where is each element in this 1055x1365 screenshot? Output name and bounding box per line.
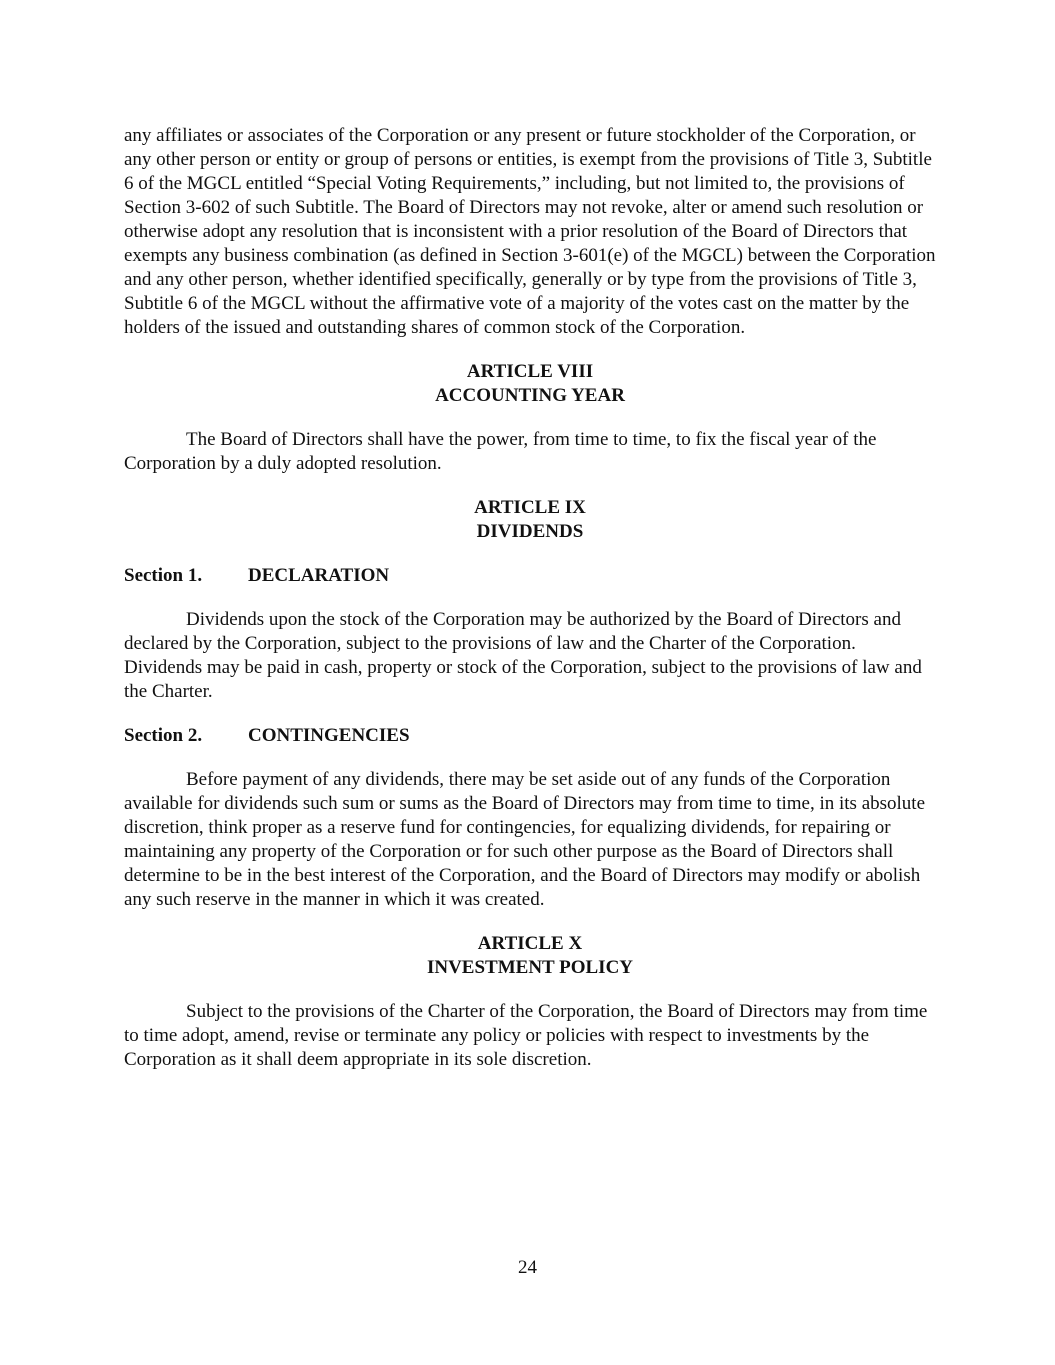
article-8-number: ARTICLE VIII [466, 361, 594, 382]
article-9-heading [124, 496, 936, 544]
document-page [124, 124, 936, 1072]
article-8-title: ACCOUNTING YEAR [435, 385, 625, 406]
section-2-body: Before payment of any dividends, there may be set aside out of any funds of the Corporation available for dividends such sum or sums as the Board of Directors may from time to time, in its absolute discretion, think proper as a reserve fund for contingencies, for equalizing dividends, for repairing or maintaining any property of the Corporation or for such other purpose as the Board of Directors shall determine to be in the best interest of the Corporation, and the Board of Directors may modify or abolish any such reserve in the manner in which it was created. [124, 769, 926, 910]
article-8-body: The Board of Directors shall have the power, from time to time, to fix the fiscal year of the Corporation by a duly adopted resolution. [124, 429, 877, 474]
article-9-number: ARTICLE IX [474, 497, 586, 518]
section-2-title: CONTINGENCIES [248, 725, 410, 746]
intro-paragraph: any affiliates or associates of the Corporation or any present or future stockholder of the Corporation, or any other person or entity or group of persons or entities, is exempt from the provisions of Title 3, Subtitle 6 of the MGCL entitled “Special Voting Requirements,” including, but not limited to, the provisions of Section 3-602 of such Subtitle. The Board of Directors may not revoke, alter or amend such resolution or otherwise adopt any resolution that is inconsistent with a prior resolution of the Board of Directors that exempts any business combination (as defined in Section 3-601(e) of the MGCL) between the Corporation and any other person, whether identified specifically, generally or by type from the provisions of Title 3, Subtitle 6 of the MGCL without the affirmative vote of a majority of the votes cast on the matter by the holders of the issued and outstanding shares of common stock of the Corporation. [124, 125, 936, 338]
section-1-body: Dividends upon the stock of the Corporation may be authorized by the Board of Directors and declared by the Corporation, subject to the provisions of law and the Charter of the Corporation. Dividends may be paid in cash, property or stock of the Corporation, subject to the provisions of law and the Charter. [124, 609, 922, 702]
article-9-title: DIVIDENDS [476, 521, 584, 542]
section-1-number: Section 1. [124, 565, 203, 586]
article-10-heading [124, 932, 936, 980]
article-10-title: INVESTMENT POLICY [426, 957, 634, 978]
article-8-heading [124, 360, 936, 408]
section-1-heading [124, 564, 936, 588]
section-2-heading [124, 724, 936, 748]
article-10-body: Subject to the provisions of the Charter of the Corporation, the Board of Directors may from time to time adopt, amend, revise or terminate any policy or policies with respect to investments by the Corporation as it shall deem appropriate in its sole discretion. [124, 1001, 928, 1070]
article-10-number: ARTICLE X [477, 933, 583, 954]
section-2-number: Section 2. [124, 725, 203, 746]
section-1-title: DECLARATION [248, 565, 390, 586]
page-number: 24 [518, 1257, 537, 1278]
